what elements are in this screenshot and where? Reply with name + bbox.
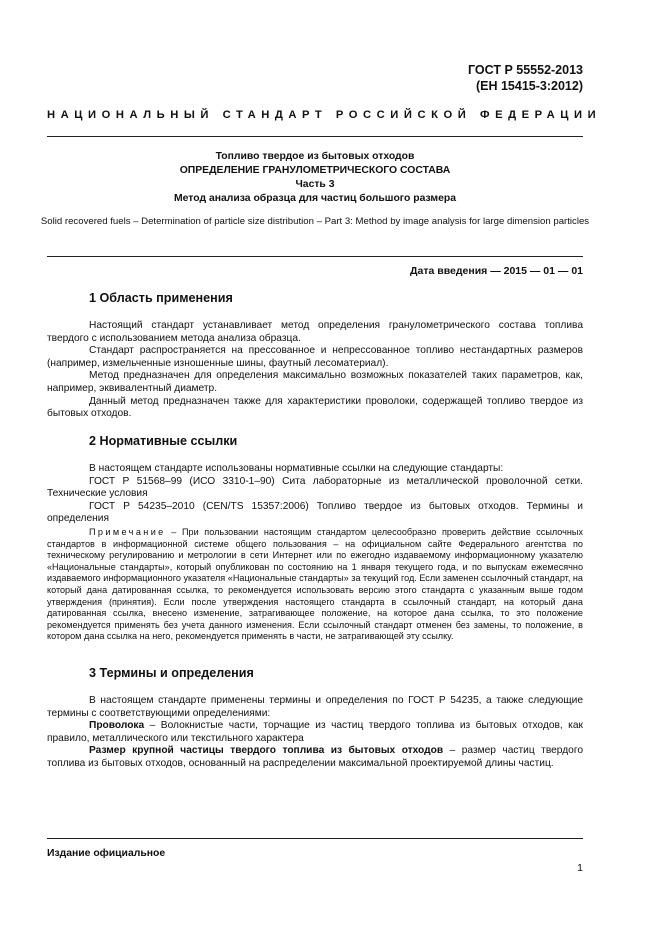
definition: – размер частиц твердого топлива из бытовых отходов, основанный на распределении максимальной проектируемой длины частиц. [47,745,583,769]
paragraph: Метод предназначен для определения максимально возможных показателей таких параметров, как, например, эквивалентный диаметр. [47,370,583,394]
section-1-heading: 1 Область применения [89,291,233,305]
note-label: Примечание [89,527,166,537]
term-definition [47,745,583,770]
standard-number: ГОСТ Р 55552-2013 [467,63,583,77]
official-edition-label: Издание официальное [47,848,166,859]
national-standard-heading: НАЦИОНАЛЬНЫЙ СТАНДАРТ РОССИЙСКОЙ ФЕДЕРАЦИИ [47,109,602,121]
introduction-date: Дата введения — 2015 — 01 — 01 [410,265,583,277]
section-2-heading: 2 Нормативные ссылки [89,434,238,448]
paragraph: В настоящем стандарте применены термины и определения по ГОСТ Р 54235, а также следующие термины с соответствующими определениями: [47,695,583,719]
definition: – Волокнистые части, торчащие из частиц твердого топлива из бытовых отходов, как правило, металлического или текстильного характера [47,720,583,744]
reference-item: ГОСТ Р 54235–2010 (CEN/TS 15357:2006) Топливо твердое из бытовых отходов. Термины и определения [47,500,583,525]
reference-item: ГОСТ Р 51568–99 (ИСО 3310-1–90) Сита лабораторные из металлической проволочной сетки. Технические условия [47,475,583,500]
paragraph: Настоящий стандарт устанавливает метод определения гранулометрического состава топлива твердого с использованием метода анализа образца. [47,320,583,344]
term: Проволока [89,720,145,732]
section-3-heading: 3 Термины и определения [89,666,254,680]
paragraph: Данный метод предназначен также для характеристики проволоки, содержащей топливо твердое из бытовых отходов. [47,395,583,420]
title-line-2: ОПРЕДЕЛЕНИЕ ГРАНУЛОМЕТРИЧЕСКОГО СОСТАВА [179,165,451,176]
en-standard-number: (ЕН 15415-3:2012) [475,79,583,93]
note-paragraph [47,527,583,643]
term: Размер крупной частицы твердого топлива из бытовых отходов [89,745,444,757]
document-title [47,150,583,206]
footer-divider [47,838,583,839]
english-title: Solid recovered fuels – Determination of particle size distribution – Part 3: Method by image analysis for large dimension particles [40,216,590,227]
title-divider [47,256,583,257]
page-number: 1 [577,862,583,874]
standard-designation [468,62,583,94]
section-2-body [47,463,583,526]
paragraph: В настоящем стандарте использованы нормативные ссылки на следующие стандарты: [89,463,504,474]
title-line-4: Метод анализа образца для частиц большого размера [174,193,456,204]
header-divider [47,136,583,137]
section-1-body [47,320,583,421]
paragraph: Стандарт распространяется на прессованное и непрессованное топливо нестандартных размеров (например, измельченные изношенные шины, фаутный лесоматериал). [47,345,583,369]
title-line-1: Топливо твердое из бытовых отходов [215,151,415,162]
title-line-3: Часть 3 [295,179,335,190]
section-3-body [47,695,583,771]
note-text: – При пользовании настоящим стандартом целесообразно проверить действие ссылочных стандартов в информационной системе общего пользования – на официальном сайте Федерального агентства по техническому регулированию и метрологии в сети Интернет или по ежегодно издаваемому информационному указателю «Национальные стандарты», который опубликован по состоянию на 1 января текущего года, и по выпускам ежемесячно издаваемого информационного указателя «Национальные стандарты» за текущий год. Если заменен ссылочный стандарт, на который дана датированная ссылка, то рекомендуется использовать версию этого стандарта с указанным выше годом утверждения (принятия). Если после утверждения настоящего стандарта в ссылочный стандарт, на который дана датированная ссылка, внесено изменение, затрагивающее положение, на которое дана ссылка, то это положение рекомендуется применять без учета данного изменения. Если ссылочный стандарт отменен без замены, то положение, в котором дана ссылка на него, рекомендуется применять в части, не затрагивающей эту ссылку. [47,527,583,642]
term-definition [47,720,583,745]
